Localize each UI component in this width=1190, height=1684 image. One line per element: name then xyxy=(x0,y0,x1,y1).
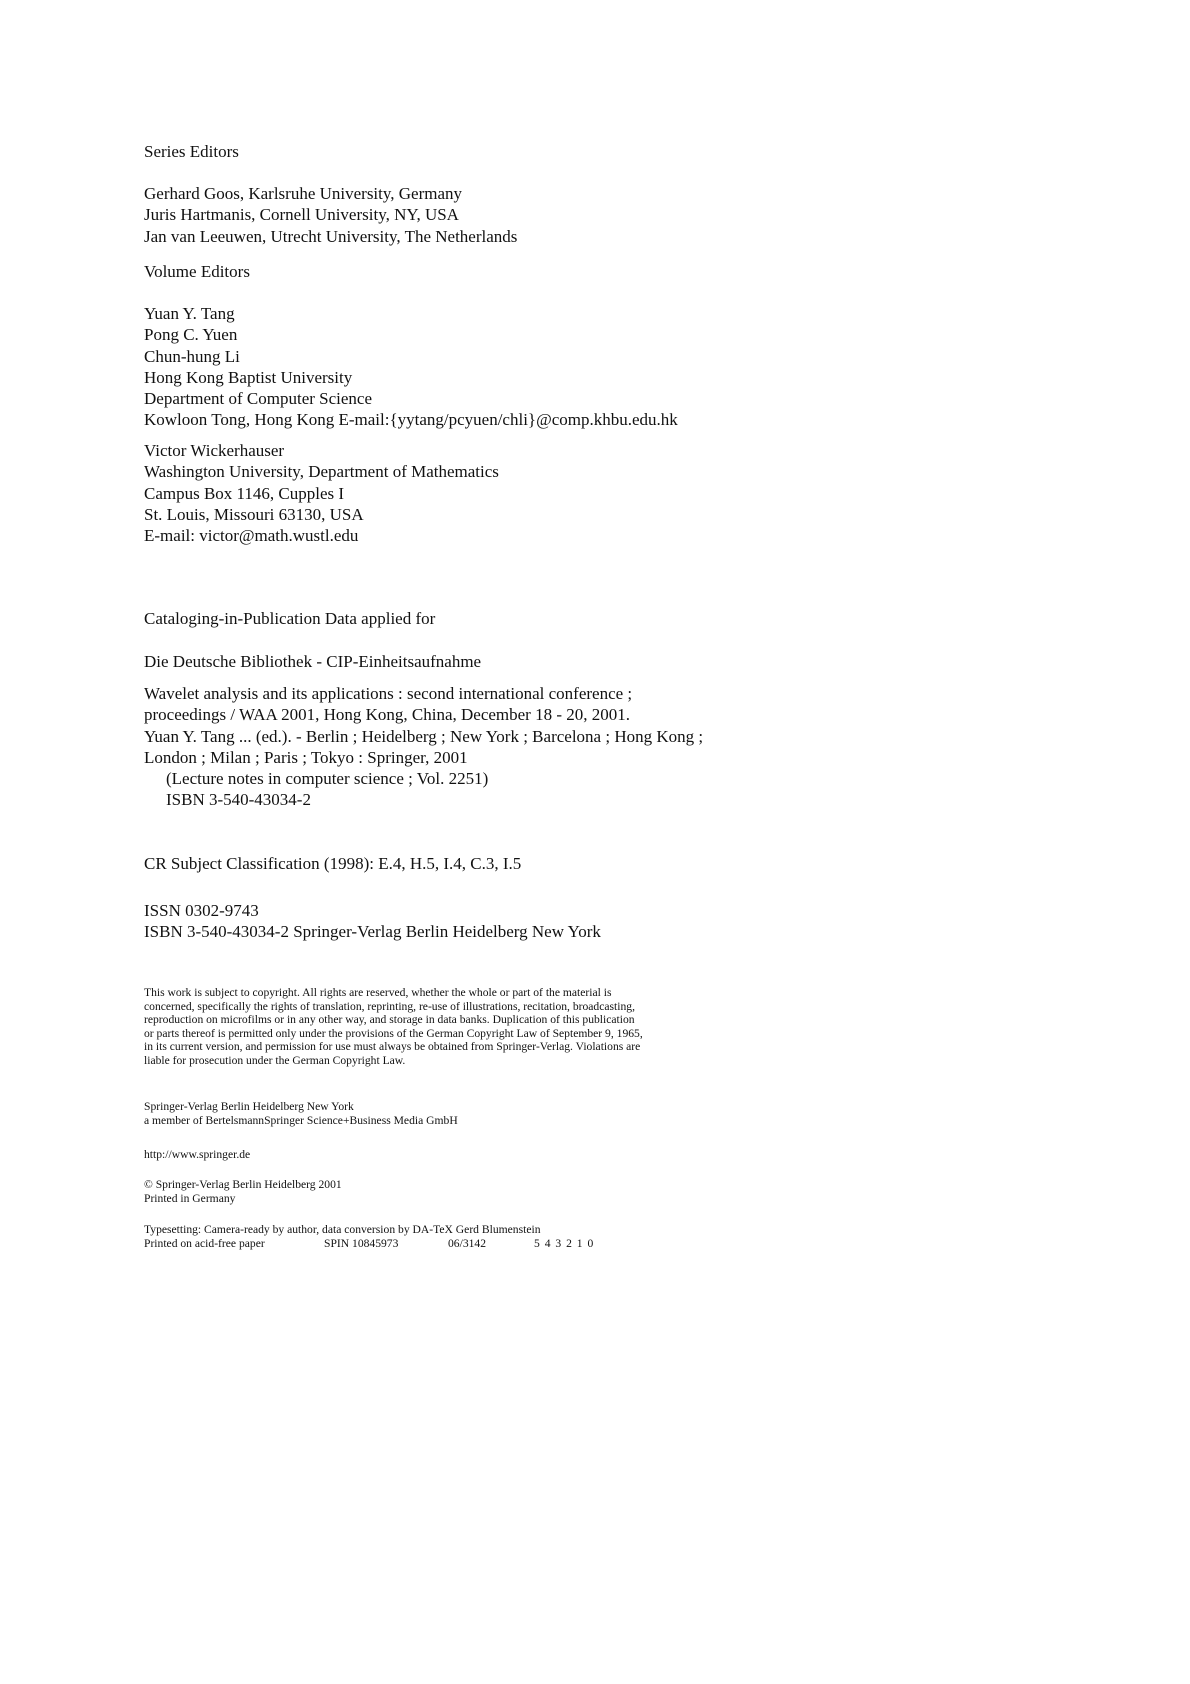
copyright-notice-line: in its current version, and permission for use must always be obtained from Springer-Verlag. Violations are xyxy=(144,1040,641,1054)
volume-editors-group-1 xyxy=(144,303,678,431)
series-editors-heading xyxy=(144,141,239,162)
cip-applied xyxy=(144,608,435,629)
printed-code: 06/3142 xyxy=(448,1236,487,1250)
editor-line: Department of Computer Science xyxy=(144,389,373,409)
typesetting-text: Typesetting: Camera-ready by author, data conversion by DA-TeX Gerd Blumenstein xyxy=(144,1223,541,1236)
copyright-notice-line: or parts thereof is permitted only under the provisions of the German Copyright Law of September 9, 1965, xyxy=(144,1026,643,1040)
series-editors-title: Series Editors xyxy=(144,142,239,161)
printed-digits: 5 4 3 2 1 0 xyxy=(534,1236,595,1250)
series-editors-list xyxy=(144,183,517,247)
volume-editors-title: Volume Editors xyxy=(144,262,250,281)
copyright-line-text: © Springer-Verlag Berlin Heidelberg 2001 xyxy=(144,1178,342,1191)
publisher-line: a member of BertelsmannSpringer Science+Business Media GmbH xyxy=(144,1113,458,1127)
copyright-notice-line: reproduction on microfilms or in any other way, and storage in data banks. Duplication of this publication xyxy=(144,1013,635,1027)
issn: ISSN 0302-9743 xyxy=(144,901,259,920)
identifiers xyxy=(144,900,601,943)
volume-editors-group-2 xyxy=(144,440,499,546)
classification xyxy=(144,853,521,874)
printed-paper: Printed on acid-free paper xyxy=(144,1236,265,1250)
series-editor-name: Gerhard Goos, Karlsruhe University, Germany xyxy=(144,184,463,203)
cip-entry-line: Yuan Y. Tang ... (ed.). - Berlin ; Heidelberg ; New York ; Barcelona ; Hong Kong ; xyxy=(144,726,704,746)
publisher-url xyxy=(144,1148,250,1162)
printed-in-text: Printed in Germany xyxy=(144,1191,236,1205)
typesetting xyxy=(144,1223,594,1250)
publisher xyxy=(144,1100,458,1127)
editor-email-line: E-mail: victor@math.wustl.edu xyxy=(144,526,359,546)
cip-library xyxy=(144,651,481,672)
cip-entry-line: proceedings / WAA 2001, Hong Kong, China, December 18 - 20, 2001. xyxy=(144,705,630,725)
printed-row xyxy=(144,1237,594,1251)
publisher-line: Springer-Verlag Berlin Heidelberg New York xyxy=(144,1100,354,1113)
copyright-notice xyxy=(144,986,643,1068)
editor-line: Hong Kong Baptist University xyxy=(144,367,353,387)
url-text: http://www.springer.de xyxy=(144,1148,251,1161)
series-editor-name: Jan van Leeuwen, Utrecht University, The Netherlands xyxy=(144,226,518,246)
editor-line: Chun-hung Li xyxy=(144,346,240,366)
cip-entry-line: London ; Milan ; Paris ; Tokyo : Springer, 2001 xyxy=(144,747,468,767)
classification-text: CR Subject Classification (1998): E.4, H.5, I.4, C.3, I.5 xyxy=(144,854,522,873)
editor-line: Victor Wickerhauser xyxy=(144,441,285,460)
editor-line: Pong C. Yuen xyxy=(144,325,238,345)
copyright-notice-line: concerned, specifically the rights of translation, reprinting, re-use of illustrations, recitation, broadcasting, xyxy=(144,999,635,1013)
copyright-line xyxy=(144,1178,342,1205)
series-editor-name: Juris Hartmanis, Cornell University, NY, USA xyxy=(144,205,459,225)
editor-line: Campus Box 1146, Cupples I xyxy=(144,483,345,503)
cip-entry xyxy=(144,683,703,811)
cip-applied-text: Cataloging-in-Publication Data applied for xyxy=(144,609,436,628)
copyright-notice-line: This work is subject to copyright. All rights are reserved, whether the whole or part of the material is xyxy=(144,986,612,999)
editor-line: Yuan Y. Tang xyxy=(144,304,235,323)
volume-editors-heading xyxy=(144,261,250,282)
cip-entry-series-line: (Lecture notes in computer science ; Vol. 2251) xyxy=(166,769,489,789)
cip-entry-isbn-line: ISBN 3-540-43034-2 xyxy=(166,790,311,810)
editor-email-line: Kowloon Tong, Hong Kong E-mail:{yytang/pcyuen/chli}@comp.khbu.edu.hk xyxy=(144,410,678,430)
copyright-notice-line: liable for prosecution under the German Copyright Law. xyxy=(144,1053,406,1067)
isbn: ISBN 3-540-43034-2 Springer-Verlag Berlin Heidelberg New York xyxy=(144,922,601,942)
cip-library-text: Die Deutsche Bibliothek - CIP-Einheitsaufnahme xyxy=(144,652,482,671)
editor-line: St. Louis, Missouri 63130, USA xyxy=(144,504,364,524)
printed-spin: SPIN 10845973 xyxy=(324,1236,399,1250)
editor-line: Washington University, Department of Mathematics xyxy=(144,462,499,482)
cip-entry-line: Wavelet analysis and its applications : second international conference ; xyxy=(144,684,633,703)
